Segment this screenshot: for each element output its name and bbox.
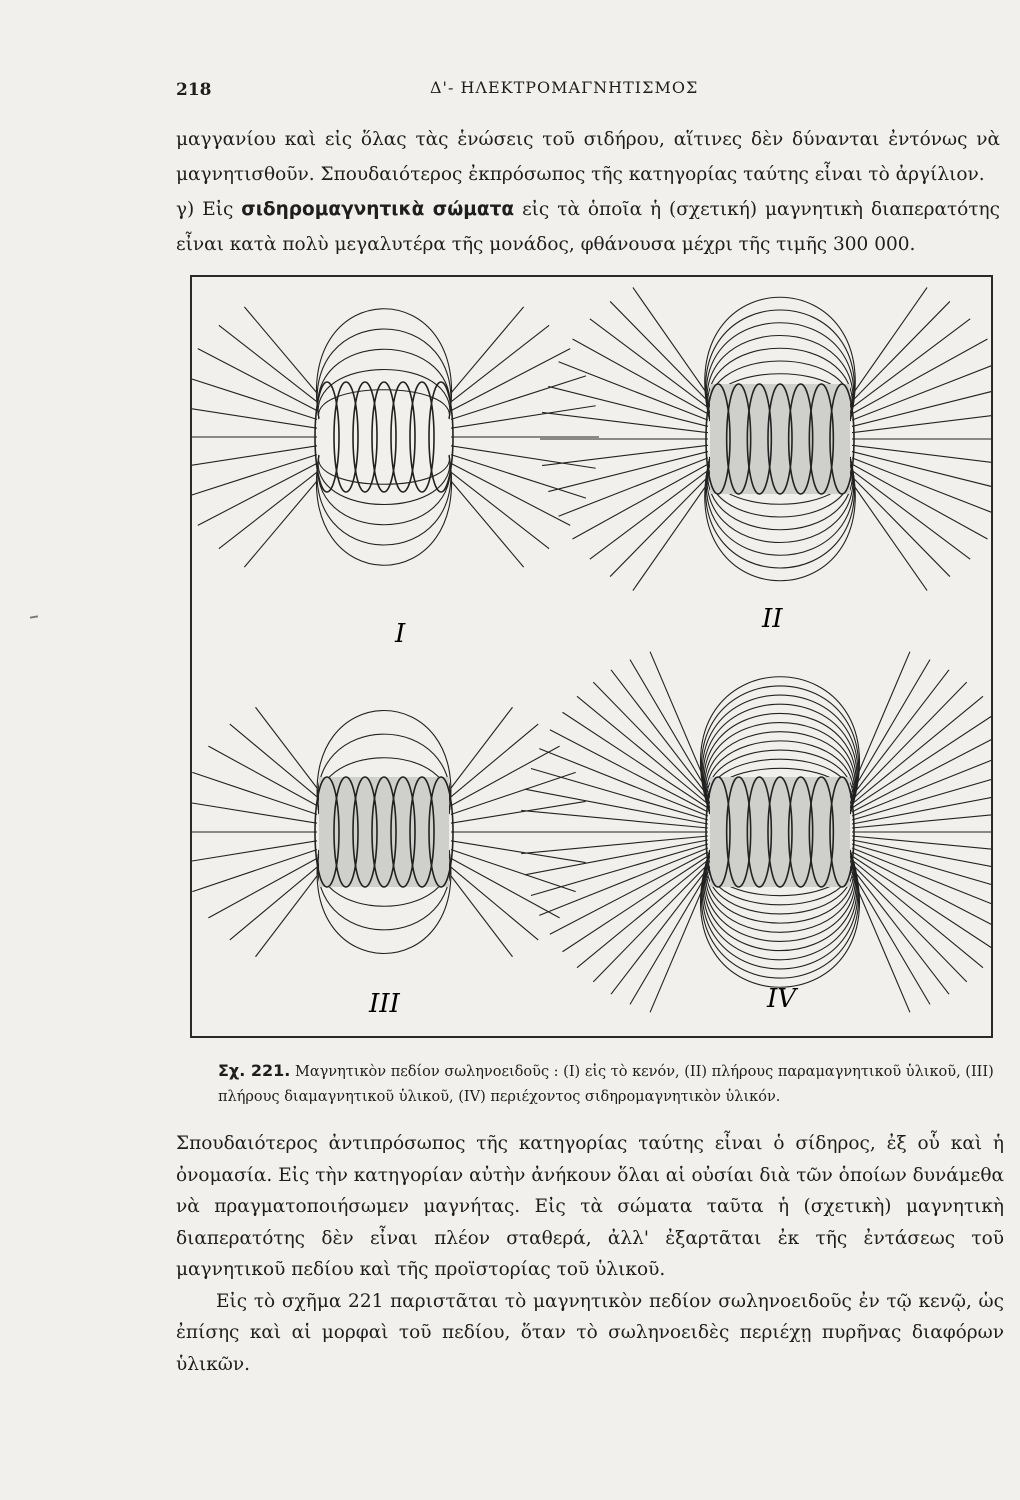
field-line-right-2	[852, 362, 991, 420]
field-line-right-4	[852, 868, 949, 994]
field-line-left-4	[531, 768, 708, 820]
field-line-left-4	[562, 712, 708, 808]
panel-label-3: III	[369, 989, 400, 1019]
field-line-right-2	[852, 470, 970, 559]
field-line-left-3	[255, 876, 317, 957]
top-paragraph	[176, 122, 1000, 262]
coil-turn-1	[429, 382, 453, 492]
field-line-left-4	[562, 856, 708, 952]
field-line-left-1	[192, 376, 317, 420]
field-line-left-3	[192, 841, 317, 863]
field-line-right-2	[852, 458, 991, 516]
field-line-left-2	[548, 386, 708, 426]
field-line-right-4	[852, 876, 910, 1012]
coil-turn-1	[391, 382, 415, 492]
field-line-left-1	[244, 481, 317, 567]
item-c-bold-term: σιδηρομαγνητικὰ σώματα	[241, 199, 515, 220]
field-line-left-3	[192, 801, 317, 823]
field-line-left-1	[198, 349, 317, 411]
field-line-right-3	[451, 841, 586, 863]
field-line-left-1	[192, 406, 317, 428]
figure-caption	[218, 1058, 998, 1110]
field-line-right-1	[451, 325, 549, 401]
field-line-left-3	[192, 850, 317, 892]
field-line-right-3	[451, 867, 538, 940]
field-line-right-1	[451, 455, 586, 499]
field-line-left-2	[542, 445, 708, 465]
coil-core-4	[710, 777, 850, 887]
field-line-left-1	[198, 463, 317, 525]
field-line-right-2	[852, 339, 988, 414]
field-line-right-1	[451, 349, 570, 411]
running-title: Δ'- ΗΛΕΚΤΡΟΜΑΓΝΗΤΙΣΜΟΣ	[430, 78, 699, 97]
item-c-paragraph	[176, 192, 1000, 262]
figure-221	[190, 275, 993, 1038]
field-line-right-1	[451, 481, 524, 567]
paragraph-1: Σπουδαιότερος ἀντιπρόσωπος τῆς κατηγορίας ταύτης εἶναι ὁ σίδηρος, ἐξ οὗ καὶ ἡ ὀνομασία. Εἰς τὴν κατηγορίαν αὐτὴν ἀνήκουν ὅλαι αἱ οὐσίαι διὰ τῶν ὁποίων δυνάμεθα νὰ πραγματοποιήσωμεν μαγνήτας. Εἰς τὰ σώματα ταῦτα ἡ (σχετικὴ) μαγνητικὴ διαπερατότης δὲν εἶναι πλέον σταθερά, ἀλλ' ἐξαρτᾶται ἐκ τῆς ἐντάσεως τοῦ μαγνητικοῦ πεδίου καὶ τῆς προϊστορίας τοῦ ὑλικοῦ.	[176, 1133, 1004, 1280]
field-line-left-2	[548, 452, 708, 492]
field-line-left-4	[550, 730, 708, 812]
field-line-right-1	[451, 376, 586, 420]
caption-label: Σχ. 221.	[218, 1061, 291, 1080]
field-line-right-4	[852, 652, 910, 788]
field-line-right-3	[451, 724, 538, 797]
field-line-right-2	[852, 445, 991, 465]
field-line-left-1	[219, 325, 317, 401]
field-line-left-4	[611, 868, 708, 994]
field-line-right-1	[451, 463, 570, 525]
field-line-left-2	[572, 339, 708, 414]
panel-label-2: II	[762, 604, 783, 634]
field-line-left-4	[539, 848, 708, 915]
field-line-left-4	[650, 652, 708, 788]
field-line-left-3	[230, 724, 317, 797]
coil-turn-1	[410, 382, 434, 492]
field-line-left-2	[572, 464, 708, 539]
field-line-left-3	[208, 746, 317, 805]
field-line-left-2	[542, 412, 708, 432]
field-line-left-4	[550, 852, 708, 934]
field-line-right-3	[451, 746, 560, 805]
field-line-right-3	[451, 707, 513, 788]
bottom-text	[176, 1128, 1004, 1380]
field-line-right-3	[451, 801, 586, 823]
field-line-right-1	[451, 472, 549, 548]
field-line-left-3	[255, 707, 317, 788]
field-loop-1	[319, 390, 450, 485]
field-line-right-3	[451, 772, 576, 814]
field-line-left-1	[192, 455, 317, 499]
field-line-right-4	[852, 670, 949, 796]
margin-mark	[30, 615, 38, 618]
panel-label-1: I	[395, 619, 406, 649]
field-line-left-3	[208, 858, 317, 917]
field-line-right-2	[852, 464, 988, 539]
field-line-left-4	[611, 670, 708, 796]
item-c-rest: εἰς τὰ ὁποῖα ἡ (σχετική) μαγνητικὴ διαπερατότης εἶναι κατὰ πολὺ μεγαλυτέρα τῆς μονάδος, φθάνουσα μέχρι τῆς τιμῆς 300 000.	[176, 199, 1001, 255]
field-loop-1	[317, 329, 451, 545]
field-line-left-3	[192, 772, 317, 814]
field-line-left-1	[244, 307, 317, 393]
field-line-right-4	[852, 848, 991, 915]
field-line-right-3	[451, 850, 576, 892]
paragraph-2: Εἰς τὸ σχῆμα 221 παριστᾶται τὸ μαγνητικὸν πεδίον σωληνοειδοῦς ἐν τῷ κενῷ, ὡς ἐπίσης καὶ αἱ μορφαὶ τοῦ πεδίου, ὅταν τὸ σωληνοειδὲς περιέχῃ πυρῆνας διαφόρων ὑλικῶν.	[176, 1290, 1004, 1375]
field-line-right-4	[852, 856, 991, 952]
field-line-left-1	[192, 446, 317, 468]
solenoid-field-diagrams	[192, 277, 991, 1036]
field-line-right-2	[852, 319, 970, 408]
panel-label-4: IV	[767, 984, 797, 1014]
coil-turn-1	[334, 382, 358, 492]
coil-core-2	[710, 384, 850, 494]
field-line-left-4	[650, 876, 708, 1012]
field-line-left-3	[230, 867, 317, 940]
field-line-left-4	[539, 749, 708, 816]
field-line-right-4	[852, 836, 991, 854]
field-line-right-2	[852, 412, 991, 432]
field-line-left-2	[590, 319, 708, 408]
field-loop-1	[318, 349, 451, 525]
field-line-right-1	[451, 446, 596, 468]
field-line-left-1	[219, 472, 317, 548]
top-text-lines: μαγγανίου καὶ εἰς ὅλας τὰς ἑνώσεις τοῦ σιδήρου, αἵτινες δὲν δύνανται ἐντόνως νὰ μαγνητισθοῦν. Σπουδαιότερος ἐκπρόσωπος τῆς κατηγορίας ταύτης εἶναι τὸ ἀργίλιον.	[176, 129, 1000, 185]
field-line-right-1	[451, 307, 524, 393]
field-line-right-1	[451, 406, 596, 428]
field-line-left-4	[531, 844, 708, 896]
field-line-right-3	[451, 876, 513, 957]
caption-text: Μαγνητικὸν πεδίον σωληνοειδοῦς : (I) εἰς τὸ κενόν, (II) πλήρους παραμαγνητικοῦ ὑλικοῦ, (III) πλήρους διαμαγνητικοῦ ὑλικοῦ, (IV) περιέχοντος σιδηρομαγνητικὸν ὑλικόν.	[218, 1064, 994, 1105]
field-line-left-2	[590, 470, 708, 559]
coil-turn-1	[315, 382, 339, 492]
coil-turn-1	[372, 382, 396, 492]
item-c-prefix: γ) Εἰς	[176, 199, 234, 220]
field-line-right-3	[451, 858, 560, 917]
field-line-right-4	[852, 712, 991, 808]
field-line-right-4	[852, 810, 991, 828]
field-line-right-4	[852, 749, 991, 816]
page-number: 218	[176, 80, 212, 100]
coil-turn-1	[353, 382, 377, 492]
